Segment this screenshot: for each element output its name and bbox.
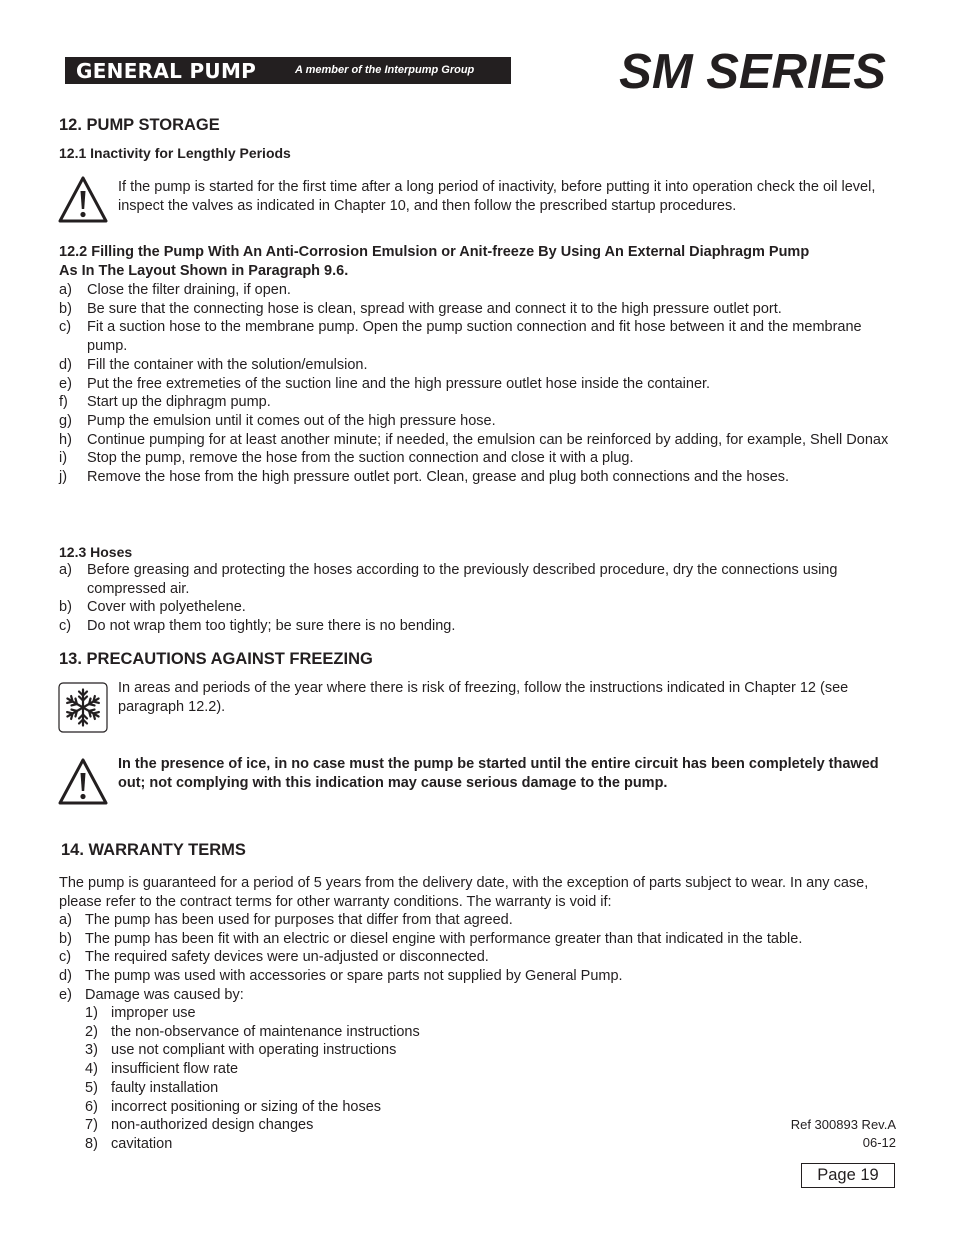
list-text: insufficient flow rate [111, 1061, 239, 1078]
list-marker: a) [59, 912, 72, 928]
section-12-2-list [59, 281, 889, 487]
freeze-text: In areas and periods of the year where there is risk of freezing, follow the instructions indicated in Chapter 12 (see paragraph 12.2). [118, 680, 849, 715]
list-item [59, 431, 889, 450]
list-text: Put the free extremeties of the suction line and the high pressure outlet hose inside the container. [87, 375, 711, 392]
list-item [85, 1079, 420, 1098]
list-text: Close the filter draining, if open. [87, 282, 291, 298]
list-text: Damage was caused by: [85, 986, 244, 1003]
list-marker: 1) [85, 1005, 98, 1021]
list-item [85, 1023, 420, 1042]
list-marker: 8) [85, 1135, 98, 1152]
section-12-3-title: 12.3 Hoses [59, 544, 133, 560]
list-item [59, 449, 889, 468]
series-title: SM SERIES [619, 45, 886, 99]
list-text: The pump was used with accessories or spare parts not supplied by General Pump. [85, 968, 623, 985]
list-marker: a) [59, 282, 72, 298]
list-item [59, 281, 889, 300]
list-item [85, 1116, 420, 1135]
list-item [59, 561, 889, 598]
list-item [85, 1098, 420, 1117]
brand-bar [65, 57, 511, 84]
section-14-title: 14. WARRANTY TERMS [61, 841, 246, 859]
list-marker: e) [59, 986, 72, 1003]
list-marker: a) [59, 562, 72, 578]
list-marker: d) [59, 968, 72, 985]
list-marker: b) [59, 599, 72, 616]
list-marker: 6) [85, 1098, 98, 1115]
list-marker: 3) [85, 1042, 98, 1059]
list-marker: c) [59, 949, 72, 966]
revision-date: 06-12 [862, 1135, 896, 1150]
list-text: faulty installation [111, 1079, 219, 1096]
list-text: The required safety devices were un-adjusted or disconnected. [85, 949, 489, 966]
list-item [59, 300, 889, 319]
list-marker: j) [59, 469, 68, 486]
page-number: Page 19 [801, 1163, 895, 1188]
list-marker: 7) [85, 1117, 98, 1134]
list-item [85, 1004, 420, 1023]
list-text: Pump the emulsion until it comes out of the high pressure hose. [87, 412, 496, 429]
reference-number: Ref 300893 Rev.A [790, 1117, 896, 1132]
list-text: improper use [111, 1005, 196, 1021]
section-12-1-text: If the pump is started for the first time after a long period of inactivity, before putting it into operation check the oil level, inspect the valves as indicated in Chapter 10, and then follow the prescribed startup procedures. [118, 179, 876, 214]
section-12-2-title-line1: 12.2 Filling the Pump With An Anti-Corrosion Emulsion or Anit-freeze By Using An External Diaphragm Pump [59, 244, 810, 260]
list-text: non-authorized design changes [111, 1117, 314, 1134]
list-item [59, 911, 889, 930]
list-marker: 2) [85, 1023, 98, 1040]
list-item [59, 356, 889, 375]
warning-triangle-icon [57, 174, 109, 226]
list-text: cavitation [111, 1135, 173, 1152]
list-text: The pump has been fit with an electric or diesel engine with performance greater than that indicated in the table. [85, 930, 803, 947]
list-item [85, 1135, 420, 1154]
list-marker: e) [59, 375, 72, 392]
list-item [59, 412, 889, 431]
list-text: incorrect positioning or sizing of the hoses [111, 1098, 382, 1115]
list-marker: b) [59, 930, 72, 947]
list-marker: b) [59, 300, 72, 317]
snowflake-icon [58, 682, 108, 733]
section-13-title: 13. PRECAUTIONS AGAINST FREEZING [59, 650, 373, 668]
list-text: use not compliant with operating instructions [111, 1042, 397, 1059]
list-item [59, 318, 889, 355]
list-text: Remove the hose from the high pressure outlet port. Clean, grease and plug both connections and the hoses. [87, 469, 790, 486]
list-marker: d) [59, 356, 72, 373]
list-text: Stop the pump, remove the hose from the suction connection and close it with a plug. [87, 450, 634, 467]
list-text: Fit a suction hose to the membrane pump. Open the pump suction connection and fit hose between it and the membrane pump. [87, 319, 862, 355]
ice-warning-text: In the presence of ice, in no case must the pump be started until the entire circuit has been completely thawed out; not complying with this indication may cause serious damage to the pump. [118, 756, 879, 791]
list-item [59, 617, 889, 636]
list-text: Do not wrap them too tightly; be sure there is no bending. [87, 618, 456, 635]
list-item [85, 1041, 420, 1060]
section-12-2-title [59, 243, 899, 281]
section-12-title: 12. PUMP STORAGE [59, 116, 220, 134]
list-text: Fill the container with the solution/emulsion. [87, 356, 368, 373]
list-text: Cover with polyethelene. [87, 599, 246, 616]
list-marker: i) [59, 450, 68, 467]
list-marker: h) [59, 431, 72, 448]
document-reference [791, 1116, 896, 1152]
list-text: Start up the diphragm pump. [87, 394, 271, 411]
list-text: the non-observance of maintenance instructions [111, 1023, 420, 1040]
list-item [59, 598, 889, 617]
warning-triangle-icon [57, 756, 109, 808]
section-12-1-title: 12.1 Inactivity for Lengthly Periods [59, 145, 291, 161]
warranty-intro: The pump is guaranteed for a period of 5 years from the delivery date, with the exception of parts subject to wear. In any case, please refer to the contract terms for other warranty conditions. The warranty is void if: [59, 875, 869, 910]
damage-causes-list [85, 1004, 420, 1154]
list-item [59, 393, 889, 412]
section-12-3-list [59, 561, 889, 636]
section-12-2-title-line2: As In The Layout Shown in Paragraph 9.6. [59, 263, 349, 279]
list-marker: c) [59, 319, 72, 336]
list-item [85, 1060, 420, 1079]
list-marker: f) [59, 394, 68, 411]
list-item [59, 967, 889, 986]
list-item [59, 930, 889, 949]
list-text: Before greasing and protecting the hoses according to the previously described procedure, dry the connections using compressed air. [87, 562, 838, 597]
warranty-list [59, 911, 889, 1005]
brand-tagline: A member of the Interpump Group [295, 64, 475, 76]
list-marker: c) [59, 618, 72, 635]
list-item [59, 468, 807, 487]
list-item [59, 986, 889, 1005]
list-item [59, 948, 889, 967]
list-marker: 5) [85, 1079, 98, 1096]
list-text: Continue pumping for at least another minute; if needed, the emulsion can be reinforced by adding, for example, Shell Donax [87, 431, 889, 448]
list-text: Be sure that the connecting hose is clean, spread with grease and connect it to the high pressure outlet port. [87, 300, 782, 317]
list-marker: 4) [85, 1061, 98, 1078]
list-text: The pump has been used for purposes that differ from that agreed. [85, 912, 513, 928]
list-marker: g) [59, 412, 72, 429]
brand-name: GENERAL PUMP [76, 59, 257, 83]
list-item [59, 375, 889, 394]
